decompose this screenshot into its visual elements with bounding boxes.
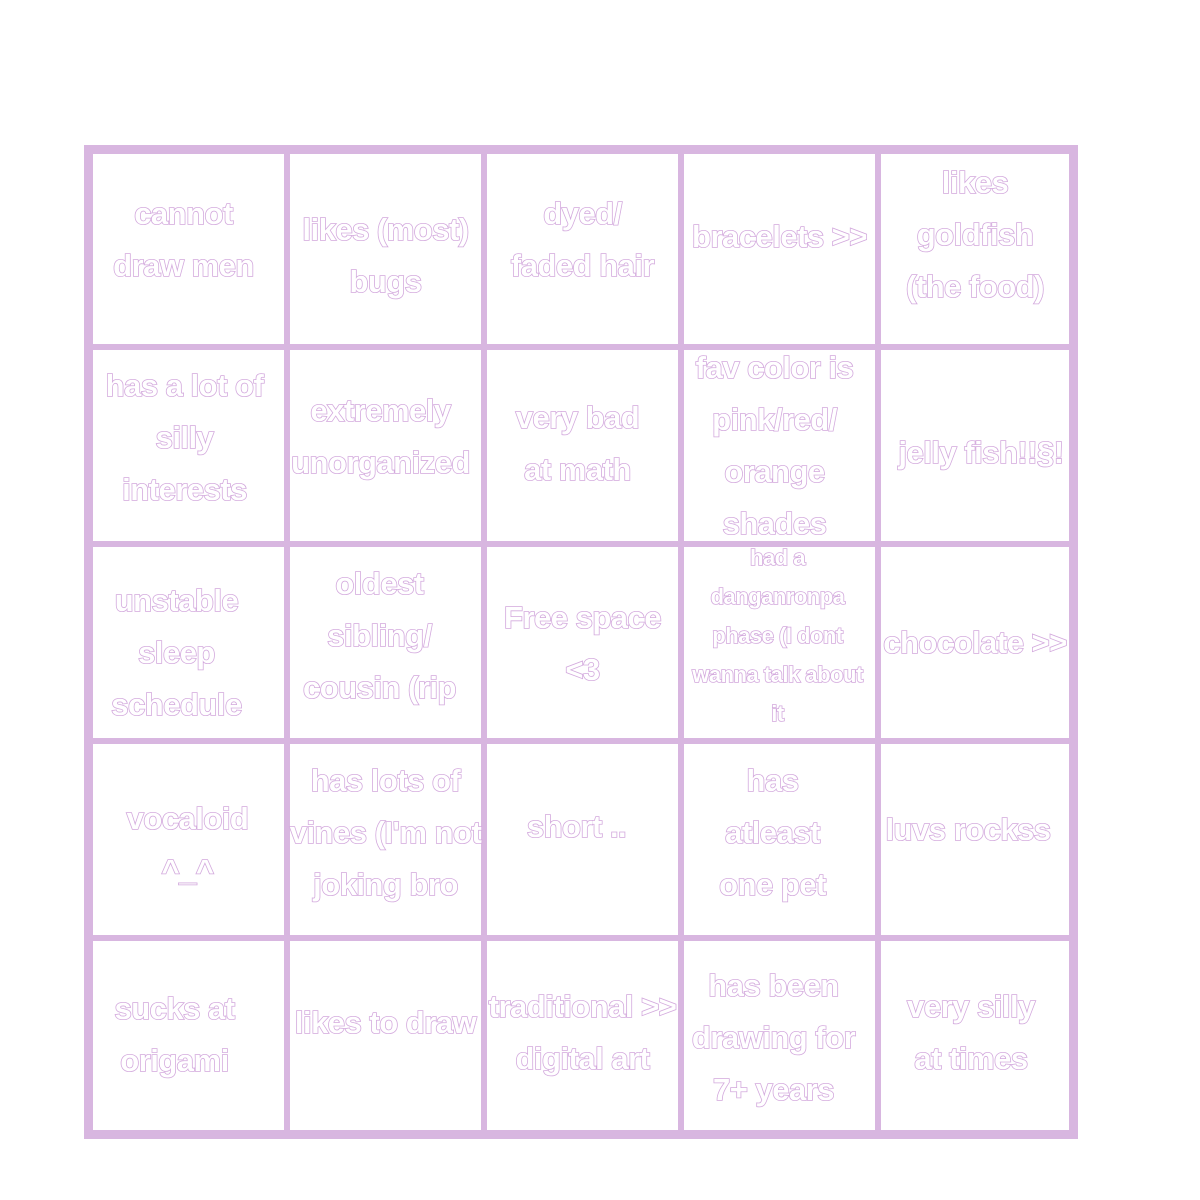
bingo-cell[interactable]	[877, 150, 1073, 348]
bingo-cell[interactable]	[680, 937, 879, 1134]
bingo-cell[interactable]	[680, 740, 879, 939]
cell-label: has lots of vines (I'm not joking bro	[289, 762, 482, 902]
bingo-board	[84, 145, 1078, 1139]
cell-label: very bad at math	[515, 399, 640, 487]
bingo-cell[interactable]	[286, 937, 485, 1134]
bingo-cell[interactable]	[89, 346, 288, 545]
bingo-cell[interactable]	[877, 937, 1073, 1134]
cell-label: dyed/ faded hair	[510, 196, 655, 283]
bingo-cell[interactable]	[877, 346, 1073, 545]
cell-label: fav color is pink/red/ orange shades	[695, 349, 854, 541]
bingo-cell[interactable]	[680, 543, 879, 742]
cell-label: jelly fish!!§!	[898, 434, 1064, 470]
bingo-cell[interactable]	[89, 937, 288, 1134]
bingo-cell[interactable]	[680, 346, 879, 545]
cell-label: Free space <3	[504, 599, 661, 687]
bingo-cell[interactable]	[877, 543, 1073, 742]
cell-label: has a lot of silly interests	[105, 367, 264, 507]
cell-label: traditional >> digital art	[488, 988, 677, 1076]
bingo-cell[interactable]	[89, 740, 288, 939]
cell-label: bracelets >>	[692, 219, 867, 254]
cell-label: likes goldfish (the food)	[906, 165, 1044, 304]
cell-label: chocolate >>	[883, 624, 1067, 660]
cell-label: vocaloid ^_^	[126, 800, 249, 888]
bingo-cell[interactable]	[286, 346, 485, 545]
cell-label: cannot draw men	[113, 196, 254, 283]
cell-label: luvs rockss	[885, 811, 1051, 847]
cell-label: likes (most) bugs	[302, 212, 469, 299]
cell-label: sucks at origami	[114, 990, 235, 1078]
bingo-cell[interactable]	[483, 543, 682, 742]
cell-label: had a danganronpa phase (I dont wanna talk about it	[692, 545, 863, 726]
cell-label: oldest sibling/ cousin (rip	[303, 565, 456, 705]
bingo-cell[interactable]	[483, 346, 682, 545]
bingo-cell[interactable]	[680, 150, 879, 348]
bingo-cell[interactable]	[483, 740, 682, 939]
cell-label: likes to draw	[294, 1004, 477, 1040]
bingo-cell[interactable]	[483, 150, 682, 348]
bingo-cell[interactable]	[877, 740, 1073, 939]
bingo-cell[interactable]	[286, 740, 485, 939]
cell-label: very silly at times	[907, 988, 1035, 1076]
cell-label: unstable sleep schedule	[111, 582, 242, 722]
cell-label: short ..	[526, 808, 627, 844]
bingo-cell[interactable]	[89, 543, 288, 742]
bingo-cell[interactable]	[286, 543, 485, 742]
bingo-cell[interactable]	[483, 937, 682, 1134]
cell-label: extremely unorganized	[291, 392, 470, 480]
bingo-cell[interactable]	[89, 150, 288, 348]
cell-label: has atleast one pet	[719, 762, 826, 902]
bingo-cell[interactable]	[286, 150, 485, 348]
cell-label: has been drawing for 7+ years	[691, 967, 856, 1107]
